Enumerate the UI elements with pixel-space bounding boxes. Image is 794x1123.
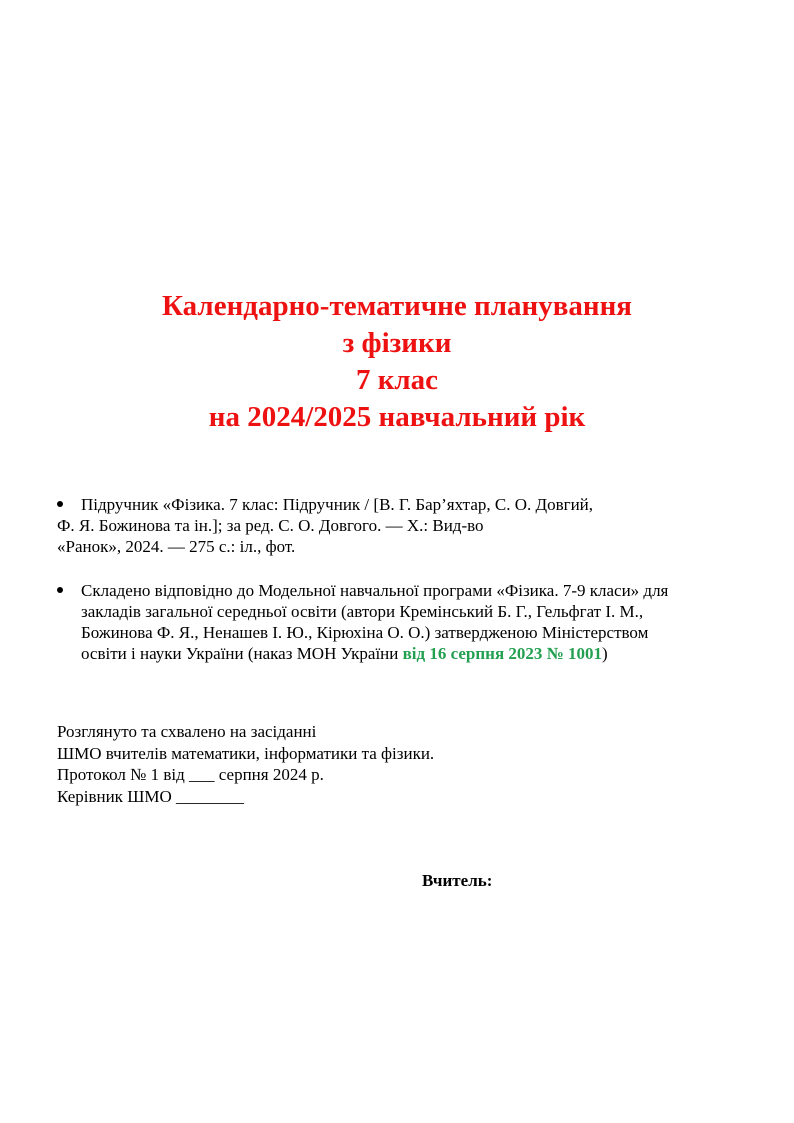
approval-line-1: Розглянуто та схвалено на засіданні — [57, 722, 317, 741]
title-line-2: з фізики — [342, 327, 452, 359]
approval-line-3: Протокол № 1 від ___ серпня 2024 р. — [57, 765, 324, 784]
textbook-line-2: Ф. Я. Божинова та ін.]; за ред. С. О. Довгого. — Х.: Вид-во — [57, 516, 484, 535]
program-line-4-suffix: ) — [602, 644, 608, 663]
program-line-4 — [57, 643, 737, 664]
textbook-line-3: «Ранок», 2024. — 275 с.: іл., фот. — [57, 537, 296, 556]
approval-block — [57, 721, 434, 807]
textbook-bullet — [57, 494, 737, 557]
textbook-line-1: Підручник «Фізика. 7 клас: Підручник / [В. Г. Бар’яхтар, С. О. Довгий, — [81, 495, 594, 514]
approval-line-2: ШМО вчителів математики, інформатики та фізики. — [57, 743, 435, 763]
teacher-label: Вчитель: — [422, 871, 493, 890]
order-reference-link[interactable]: від 16 серпня 2023 № 1001 — [402, 644, 603, 663]
title-line-4: на 2024/2025 навчальний рік — [208, 401, 586, 433]
title-line-1: Календарно-тематичне планування — [162, 290, 632, 322]
program-line-2: закладів загальної середньої освіти (автори Кремінський Б. Г., Гельфгат І. М., — [81, 602, 644, 621]
program-line-4-prefix: освіти і науки України (наказ МОН України — [81, 644, 403, 663]
document-title — [0, 288, 794, 436]
program-line-1: Складено відповідно до Модельної навчальної програми «Фізика. 7-9 класи» для — [81, 581, 669, 600]
program-bullet — [57, 580, 737, 664]
title-line-3: 7 клас — [355, 364, 439, 396]
approval-line-4: Керівник ШМО ________ — [57, 786, 244, 806]
program-line-3: Божинова Ф. Я., Ненашев І. Ю., Кірюхіна О. О.) затвердженою Міністерством — [81, 623, 649, 642]
